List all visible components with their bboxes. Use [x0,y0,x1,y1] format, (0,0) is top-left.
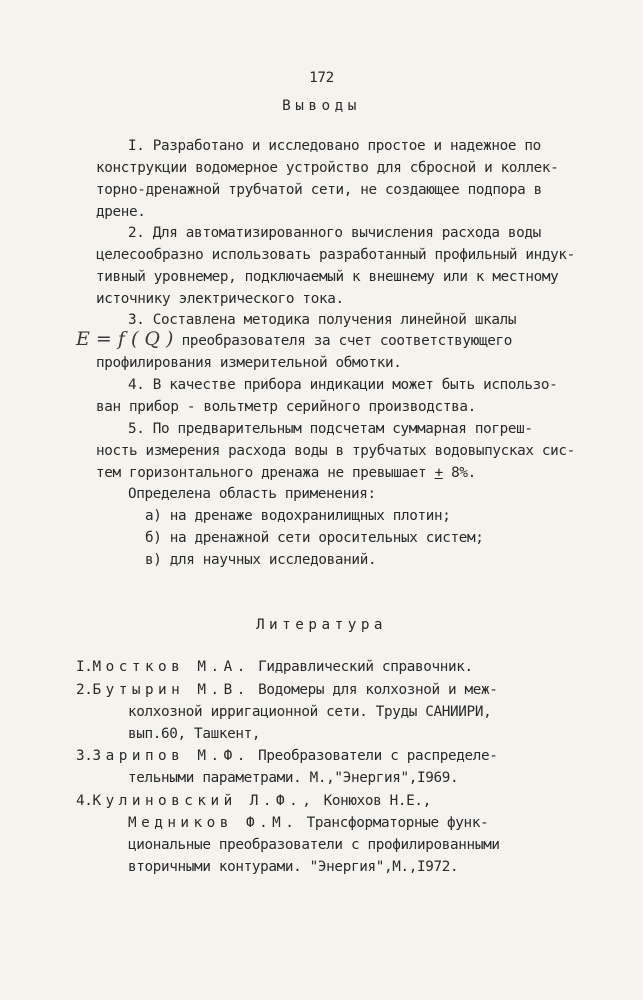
ref3-number: 3. [76,748,93,764]
ref2-line3: вып.60, Ташкент, [128,726,261,742]
item1-line4: дрене. [96,204,146,220]
ref3-line2: тельными параметрами. М.,"Энергия",I969. [128,770,459,786]
ref2-number: 2. [76,682,93,698]
formula-handwritten: E = f ( Q ) [76,328,174,350]
scope-item-a: а) на дренаже водохранилищных плотин; [145,508,451,524]
item5-line2: ность измерения расхода воды в трубчатых водовыпусках сис- [96,443,575,459]
ref4-line3: циональные преобразователи с профилированными [128,837,500,853]
ref4-line4: вторичными контурами. "Энергия",М.,I972. [128,859,459,875]
ref4-author: Кулиновский Л.Ф., [92,793,316,809]
ref4-line2 [128,813,488,833]
ref2-title: Водомеры для колхозной и меж- [249,682,498,698]
ref3-author: Зарипов М.Ф. [92,748,250,764]
item3-line3: профилирования измерительной обмотки. [96,355,402,371]
ref3-line1 [76,746,498,766]
scope-item-c: в) для научных исследований. [145,552,377,568]
literature-heading: Литература [255,617,388,633]
conclusions-heading: Выводы [282,98,361,114]
item1-line2: конструкции водомерное устройство для сбросной и коллек- [96,160,559,176]
item1-line3: торно-дренажной трубчатой сети, не создающее подпора в [96,182,542,198]
ref4-coauthor2: Медников Ф.М. [128,815,299,831]
item4-line1: 4. В качестве прибора индикации может быть использо- [128,377,558,393]
page-number: 172 [309,70,334,86]
item3-line2-text: преобразователя за счет соответствующего [173,333,512,349]
item4-line2: ван прибор - вольтметр серийного производства. [96,399,476,415]
ref1-author: Мостков М.А. [92,659,250,675]
ref3-title: Преобразователи с распределе- [249,748,498,764]
scope-intro: Определена область применения: [128,486,376,502]
item5-line3-value: 8%. [442,465,476,481]
ref2-line1 [76,680,498,700]
item2-line1: 2. Для автоматизированного вычисления расхода воды [128,225,541,241]
ref2-line2: колхозной ирригационной сети. Труды САНИИРИ, [128,704,492,720]
plus-minus-sign: + [434,465,443,481]
ref4-line1 [76,791,431,811]
ref1-number: I. [76,659,93,675]
ref4-coauthor: Конюхов Н.Е., [315,793,431,809]
scope-item-b: б) на дренажной сети оросительных систем; [145,530,484,546]
ref4-number: 4. [76,793,93,809]
item1-line1: I. Разработано и исследовано простое и надежное по [128,138,541,154]
ref2-author: Бутырин М.В. [92,682,250,698]
ref1-title: Гидравлический справочник. [249,659,473,675]
item3-line2 [76,329,512,351]
item2-line2: целесообразно использовать разработанный профильный индук- [96,247,575,263]
ref1-line1 [76,657,473,677]
item2-line4: источнику электрического тока. [96,291,344,307]
ref4-title: Трансформаторные функ- [298,815,489,831]
item5-line1: 5. По предварительным подсчетам суммарная погреш- [128,421,533,437]
item5-line3 [96,463,476,483]
item2-line3: тивный уровнемер, подключаемый к внешнему или к местному [96,269,559,285]
item3-line1: 3. Составлена методика получения линейной шкалы [128,312,517,328]
item5-line3-text: тем горизонтального дренажа не превышает [96,465,435,481]
